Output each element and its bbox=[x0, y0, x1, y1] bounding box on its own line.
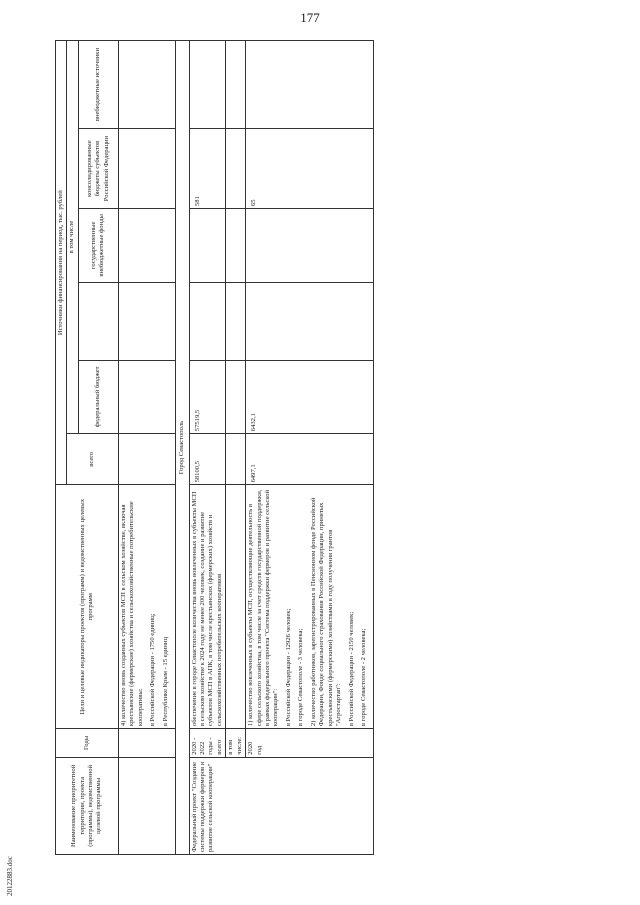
row1-regional: 581 bbox=[189, 129, 226, 209]
header-federal: федеральный бюджет bbox=[78, 360, 118, 434]
row1-offbudget bbox=[189, 41, 226, 129]
row2-offbudget bbox=[246, 41, 374, 129]
row1-total: 58100,5 bbox=[189, 434, 226, 485]
row1-years: 2020 - 2022 годы - всего bbox=[189, 729, 226, 758]
header-row-1 bbox=[56, 41, 67, 855]
header-including: в том числе bbox=[67, 41, 78, 434]
rotated-table-container bbox=[55, 40, 580, 855]
row1-empty bbox=[189, 282, 226, 360]
project-row-2020 bbox=[246, 41, 374, 855]
financing-table bbox=[55, 40, 374, 855]
row2-federal: 6432,1 bbox=[246, 360, 374, 434]
including-row bbox=[226, 41, 246, 855]
including-label: в том числе: bbox=[226, 729, 246, 758]
row2-years: 2020 год bbox=[246, 729, 374, 758]
row1-federal: 57519,5 bbox=[189, 360, 226, 434]
header-offbudget: внебюджетные источники bbox=[78, 41, 118, 129]
header-years: Годы bbox=[56, 729, 119, 758]
continuation-goal: 4) количество вновь созданных субъектов МСП в сельском хозяйстве, включая крестьянские (фермерские) хозяйства и сельскохозяйственные потребительские кооперативы: в Российской Федерации - 1750 единиц; в Республике Крым - 15 единиц bbox=[118, 485, 175, 729]
header-state-funds: государственные внебюджетные фонды bbox=[78, 209, 118, 283]
header-empty bbox=[78, 282, 118, 360]
header-goals: Цели и целевые индикаторы проектов (программ) и ведомственных целевых программ bbox=[56, 485, 119, 729]
header-sources: Источники финансирования на период, тыс. рублей bbox=[56, 41, 67, 485]
section-title: Город Севастополь bbox=[176, 41, 189, 855]
continuation-row bbox=[118, 41, 175, 855]
row2-regional: 65 bbox=[246, 129, 374, 209]
project-row-total bbox=[189, 41, 226, 855]
header-name: Наименование приоритетной территории, проекта (программы), ведомственной целевой программы bbox=[56, 757, 119, 854]
header-regional: консолидированные бюджеты субъектов Российской Федерации bbox=[78, 129, 118, 209]
row2-total: 6497,1 bbox=[246, 434, 374, 485]
footer-filename: 20122883.doc bbox=[6, 856, 14, 896]
row1-goal: обеспечение в городе Севастополе количества вновь вовлеченных в субъекты МСП в сельском хозяйстве к 2024 году не менее 200 человек, создание и развитие субъектов МСП в АПК, в том числе крестьянских (фермерских) хозяйств и сельскохозяйственных потребительских кооперативов bbox=[189, 485, 226, 729]
section-title-row bbox=[176, 41, 189, 855]
row2-empty bbox=[246, 282, 374, 360]
project-name: Федеральный проект "Создание системы поддержки фермеров и развитие сельской кооперации" bbox=[189, 757, 374, 854]
page-number: 177 bbox=[300, 10, 320, 25]
row2-state-funds bbox=[246, 209, 374, 283]
row2-goal: 1) количество вовлеченных в субъекты МСП, осуществляющие деятельность в сфере сельского хозяйства, в том числе за счет средств государственной поддержки, в рамках федерального проекта "Система поддержки фермеров и развитие сельской кооперации": в Российской Федерации - 12926 человек; в городе Севастополе - 3 человека; 2) количество работников, зарегистрированных в Пенсионном фонде Российской Федерации, Фонде социального страхования Российской Федерации, принятых крестьянскими (фермерскими) хозяйствами в году получения грантов "Агростартап": в Российской Федерации - 2150 человек; в городе Севастополе - 2 человека; bbox=[246, 485, 374, 729]
row1-state-funds bbox=[189, 209, 226, 283]
header-total: всего bbox=[67, 434, 118, 485]
